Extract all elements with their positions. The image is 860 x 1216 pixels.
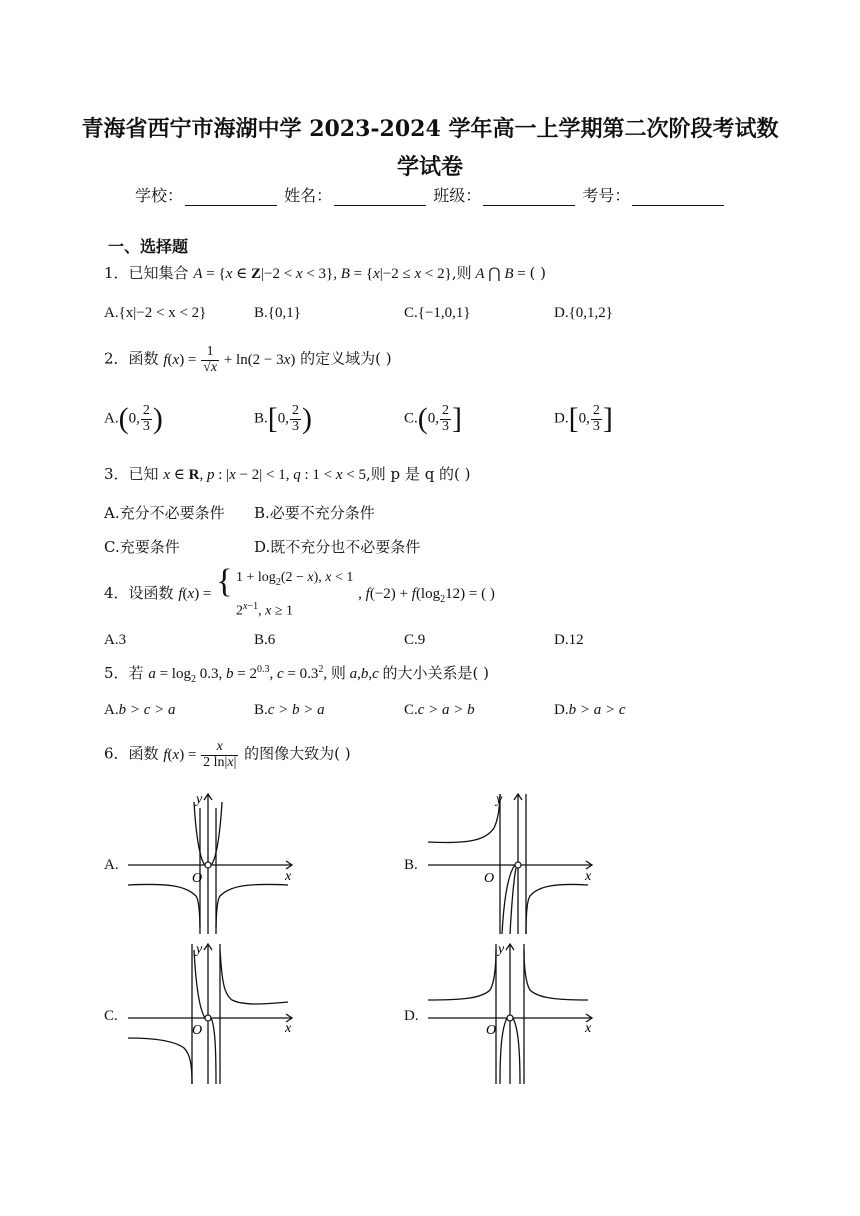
q6-graph-d[interactable] (420, 938, 600, 1086)
question-6 (104, 740, 351, 770)
exam-no-label: 考号： (582, 186, 631, 205)
q6-graph-a[interactable] (120, 788, 300, 936)
graph-a-origin-label: O (192, 871, 203, 886)
q4-option-d[interactable]: D.12 (554, 632, 584, 648)
q3-stem: 已知 (128, 465, 159, 483)
student-info (135, 183, 726, 206)
q5-suffix: 的大小关系是( ) (382, 664, 490, 682)
q3-option-b[interactable]: B.必要不充分条件 (254, 504, 375, 522)
q5-option-b[interactable]: B.c > b > a (254, 702, 325, 718)
q6-option-d-label[interactable]: D. (404, 1008, 419, 1024)
q6-math: f(x) = $\frac{x}{2 \ln|x|}$ (163, 739, 237, 770)
question-5 (104, 662, 489, 685)
q2-option-c[interactable]: C.(0, $\frac{2}{3}$ ] (404, 402, 463, 435)
q1-suffix: ,则 (451, 264, 472, 282)
q6-number: 6． (104, 744, 129, 763)
graph-d-x-label: x (585, 1021, 592, 1036)
school-label: 学校： (135, 186, 184, 205)
graph-b-y-label: y (496, 792, 503, 807)
q4-number: 4． (104, 584, 129, 602)
q4-paren: ( ) (481, 586, 495, 602)
name-blank[interactable] (334, 190, 426, 206)
graph-c-origin-label: O (192, 1023, 203, 1038)
q2-option-d[interactable]: D.[0, $\frac{2}{3}$ ] (554, 402, 613, 435)
q3-option-a[interactable]: A.充分不必要条件 (104, 504, 225, 522)
q5-number: 5． (104, 664, 129, 682)
q1-option-b[interactable]: B.{0,1} (254, 305, 301, 321)
q1-number: 1． (104, 264, 129, 282)
question-1: 1．已知集合 A = {x ∈ Z|−2 < x < 3}, B = {x|−2 ≤ x < 2},则 A ⋂ B = ( ) (104, 264, 546, 282)
q3-option-d[interactable]: D.既不充分也不必要条件 (254, 538, 421, 556)
q1-stem: 已知集合 (128, 264, 189, 282)
section-heading: 一、选择题 (108, 237, 189, 256)
q4-option-b[interactable]: B.6 (254, 632, 276, 648)
q5-option-c[interactable]: C.c > a > b (404, 702, 475, 718)
q4-piecewise: { $1 + \log_2(2 - x)$, x < 1 $2^{x-1}$, x ≥ 1 (216, 563, 354, 619)
question-3 (104, 463, 471, 484)
q2-math: f(x) = $\frac{1}{√x}$ + ln(2 − 3x) (163, 344, 296, 375)
graph-c-y-label: y (196, 942, 203, 957)
q3-number: 3． (104, 465, 129, 483)
q1-option-a[interactable]: A.{x|−2 < x < 2} (104, 305, 207, 321)
graph-b-x-label: x (585, 869, 592, 884)
page-title-line1: 青海省西宁市海湖中学 2023-2024 学年高一上学期第二次阶段考试数 (81, 116, 779, 142)
q6-stem: 函数 (128, 744, 159, 763)
graph-c-x-label: x (285, 1021, 292, 1036)
exam-no-blank[interactable] (632, 190, 724, 206)
q5-stem: 若 (128, 664, 144, 682)
q5-math: $a = \log_2 0.3$, $b = 2^{0.3}$, $c = 0.3^2$, 则 a,b,c (148, 664, 379, 685)
class-blank[interactable] (483, 190, 575, 206)
q2-stem: 函数 (128, 349, 159, 368)
q6-graph-b[interactable] (420, 788, 600, 936)
q2-suffix: 的定义域为( ) (300, 349, 392, 368)
question-2 (104, 345, 392, 375)
question-4: 4．设函数 f(x) = { $1 + \log_2(2 - x)$, x < 1 $2^{x-1}$, x ≥ 1 , $f(-2) + f(\log_212)$ = ( ) (104, 566, 495, 623)
class-label: 班级： (433, 186, 482, 205)
q3-suffix: ,则 p 是 q 的( ) (366, 465, 471, 483)
q5-option-a[interactable]: A.b > c > a (104, 702, 176, 718)
q6-graph-c[interactable] (120, 938, 300, 1086)
q6-option-a-label[interactable]: A. (104, 857, 119, 873)
q6-option-c-label[interactable]: C. (104, 1008, 118, 1024)
name-label: 姓名： (284, 186, 333, 205)
school-blank[interactable] (185, 190, 277, 206)
q3-math: x ∈ R, p : |x − 2| < 1, q : 1 < x < 5 (163, 467, 367, 483)
q2-option-a[interactable]: A.(0, $\frac{2}{3}$ ) (104, 402, 163, 435)
graph-a-y-label: y (196, 792, 203, 807)
page-title-line2: 学试卷 (396, 154, 463, 180)
q2-option-b[interactable]: B.[0, $\frac{2}{3}$ ) (254, 402, 313, 435)
q5-option-d[interactable]: D.b > a > c (554, 702, 626, 718)
graph-d-y-label: y (498, 942, 505, 957)
q3-option-c[interactable]: C.充要条件 (104, 538, 180, 556)
graph-d-origin-label: O (486, 1023, 497, 1038)
q1-option-d[interactable]: D.{0,1,2} (554, 305, 613, 321)
q2-number: 2． (104, 349, 129, 368)
q6-option-b-label[interactable]: B. (404, 857, 418, 873)
q4-option-c[interactable]: C.9 (404, 632, 426, 648)
q1-option-c[interactable]: C.{−1,0,1} (404, 305, 471, 321)
q6-suffix: 的图像大致为( ) (244, 744, 351, 763)
q1-paren: ( ) (529, 264, 546, 282)
q4-option-a[interactable]: A.3 (104, 632, 127, 648)
q4-stem: 设函数 (128, 584, 174, 602)
graph-b-origin-label: O (484, 871, 495, 886)
graph-a-x-label: x (285, 869, 292, 884)
q1-math: A = {x ∈ Z|−2 < x < 3}, B = {x|−2 ≤ x < 2} (193, 266, 452, 282)
